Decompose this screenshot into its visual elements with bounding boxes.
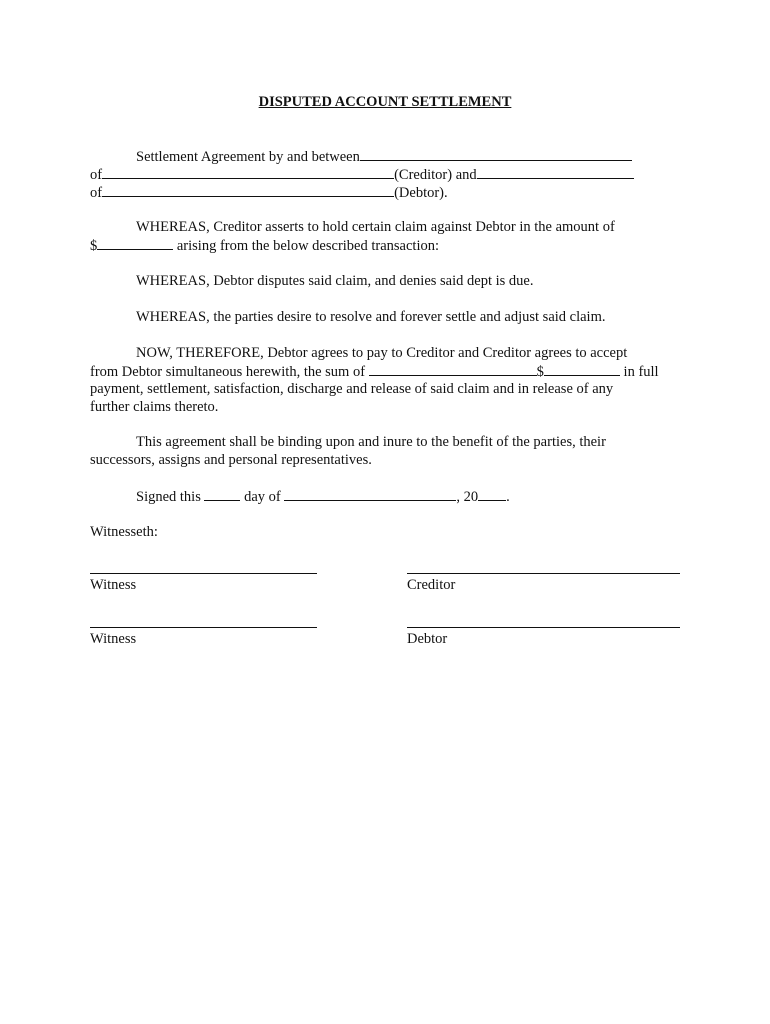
of-label-2: of: [90, 185, 103, 201]
party-1-name-field[interactable]: [360, 147, 632, 161]
document-title: DISPUTED ACCOUNT SETTLEMENT: [258, 94, 512, 110]
witnesseth-label: Witnesseth:: [90, 524, 158, 540]
party-2-name-field[interactable]: [477, 165, 634, 179]
now-therefore-line-3: payment, settlement, satisfaction, discharge and release of said claim and in release of any: [90, 381, 614, 397]
creditor-label: Creditor: [407, 577, 456, 593]
signed-line: [136, 487, 510, 506]
signed-day-field[interactable]: [204, 487, 240, 501]
intro-line-3: [90, 183, 448, 202]
signed-year-field[interactable]: [478, 487, 506, 501]
binding-line-2: successors, assigns and personal representatives.: [90, 452, 372, 468]
debtor-address-field[interactable]: [102, 183, 394, 197]
intro-line-2: [90, 165, 634, 184]
whereas-3-line: WHEREAS, the parties desire to resolve and forever settle and adjust said claim.: [136, 309, 606, 325]
creditor-signature-line[interactable]: [407, 573, 680, 574]
creditor-and-label: (Creditor) and: [394, 167, 477, 183]
debtor-label: (Debtor).: [394, 185, 448, 201]
whereas-1-line-1: WHEREAS, Creditor asserts to hold certain claim against Debtor in the amount of: [136, 219, 615, 235]
intro-text: Settlement Agreement by and between: [136, 149, 360, 165]
witness-2-signature-line[interactable]: [90, 627, 317, 628]
witness-2-label: Witness: [90, 631, 137, 647]
in-full-label: in full: [623, 364, 659, 380]
signed-this-label: Signed this: [136, 489, 201, 505]
signed-period: .: [506, 489, 510, 505]
binding-line-1: This agreement shall be binding upon and inure to the benefit of the parties, their: [136, 434, 606, 450]
dollar-sign-1: $: [90, 238, 98, 254]
whereas-1-text-2: arising from the below described transaction:: [176, 238, 440, 254]
settlement-sum-amount-field[interactable]: [544, 362, 620, 376]
dollar-sign-2: $: [536, 364, 544, 380]
now-therefore-line-2: [90, 362, 659, 381]
whereas-2-line: WHEREAS, Debtor disputes said claim, and denies said dept is due.: [136, 273, 534, 289]
creditor-address-field[interactable]: [102, 165, 394, 179]
claim-amount-field[interactable]: [97, 236, 173, 250]
now-therefore-text-2a: from Debtor simultaneous herewith, the sum of: [90, 364, 366, 380]
signed-month-field[interactable]: [284, 487, 456, 501]
whereas-1-line-2: [90, 236, 439, 255]
witness-1-signature-line[interactable]: [90, 573, 317, 574]
debtor-label-signature: Debtor: [407, 631, 448, 647]
intro-line-1: [136, 147, 632, 166]
debtor-signature-line[interactable]: [407, 627, 680, 628]
now-therefore-line-4: further claims thereto.: [90, 399, 219, 415]
year-prefix-label: , 20: [456, 489, 479, 505]
of-label-1: of: [90, 167, 103, 183]
settlement-sum-words-field[interactable]: [369, 362, 537, 376]
now-therefore-line-1: NOW, THEREFORE, Debtor agrees to pay to Creditor and Creditor agrees to accept: [136, 345, 628, 361]
witness-1-label: Witness: [90, 577, 137, 593]
day-of-label: day of: [244, 489, 281, 505]
